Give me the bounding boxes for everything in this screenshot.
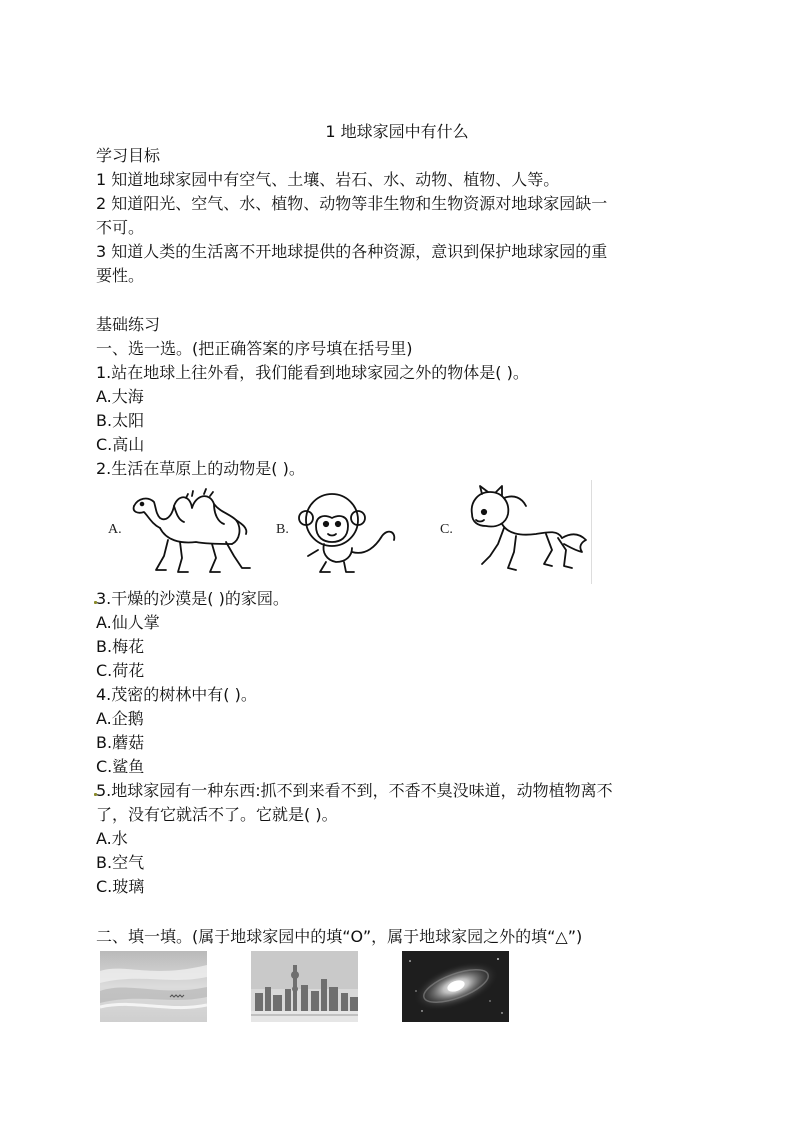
q2-label-c: C. (440, 522, 453, 537)
question-3: 3.干燥的沙漠是( )的家园。 (96, 589, 289, 608)
page-title: 1 地球家园中有什么 (325, 122, 469, 141)
objective-2-cont: 不可。 (96, 218, 145, 237)
q2-label-a: A. (108, 522, 122, 537)
section-2-heading: 二、填一填。(属于地球家园中的填“O”，属于地球家园之外的填“△”) (96, 927, 583, 946)
objective-3-cont: 要性。 (96, 266, 145, 285)
q2-animals-figure (100, 480, 594, 584)
desert-photo[interactable] (100, 951, 207, 1022)
q5-option-b[interactable]: B.空气 (96, 853, 145, 872)
city-skyline-photo[interactable] (251, 951, 358, 1022)
q1-option-a[interactable]: A.大海 (96, 387, 144, 406)
objective-2: 2 知道阳光、空气、水、植物、动物等非生物和生物资源对地球家园缺一 (96, 194, 608, 213)
q2-label-b: B. (276, 522, 289, 537)
q4-option-c[interactable]: C.鲨鱼 (96, 757, 145, 776)
objective-1: 1 知道地球家园中有空气、土壤、岩石、水、动物、植物、人等。 (96, 170, 560, 189)
objective-3: 3 知道人类的生活离不开地球提供的各种资源，意识到保护地球家园的重 (96, 242, 608, 261)
monkey-icon[interactable] (296, 486, 400, 578)
q4-option-a[interactable]: A.企鹅 (96, 709, 144, 728)
practice-heading: 基础练习 (96, 315, 161, 334)
objectives-heading: 学习目标 (96, 146, 161, 165)
q5-option-a[interactable]: A.水 (96, 829, 128, 848)
q5-option-c[interactable]: C.玻璃 (96, 877, 145, 896)
camel-icon[interactable] (126, 484, 254, 576)
question-2: 2.生活在草原上的动物是( )。 (96, 459, 305, 478)
q1-option-b[interactable]: B.太阳 (96, 411, 145, 430)
q1-option-c[interactable]: C.高山 (96, 435, 145, 454)
question-4: 4.茂密的树林中有( )。 (96, 685, 257, 704)
question-5-line-1: 5.地球家园有一种东西:抓不到来看不到，不香不臭没味道，动物植物离不 (96, 781, 613, 800)
horse-icon[interactable] (462, 484, 590, 578)
galaxy-photo[interactable] (402, 951, 509, 1022)
q3-option-c[interactable]: C.荷花 (96, 661, 145, 680)
section-1-heading: 一、选一选。(把正确答案的序号填在括号里) (96, 339, 413, 358)
question-1: 1.站在地球上往外看，我们能看到地球家园之外的物体是( )。 (96, 363, 529, 382)
q3-option-a[interactable]: A.仙人掌 (96, 613, 160, 632)
question-5-line-2: 了，没有它就活不了。它就是( )。 (96, 805, 338, 824)
q3-option-b[interactable]: B.梅花 (96, 637, 145, 656)
q4-option-b[interactable]: B.蘑菇 (96, 733, 145, 752)
